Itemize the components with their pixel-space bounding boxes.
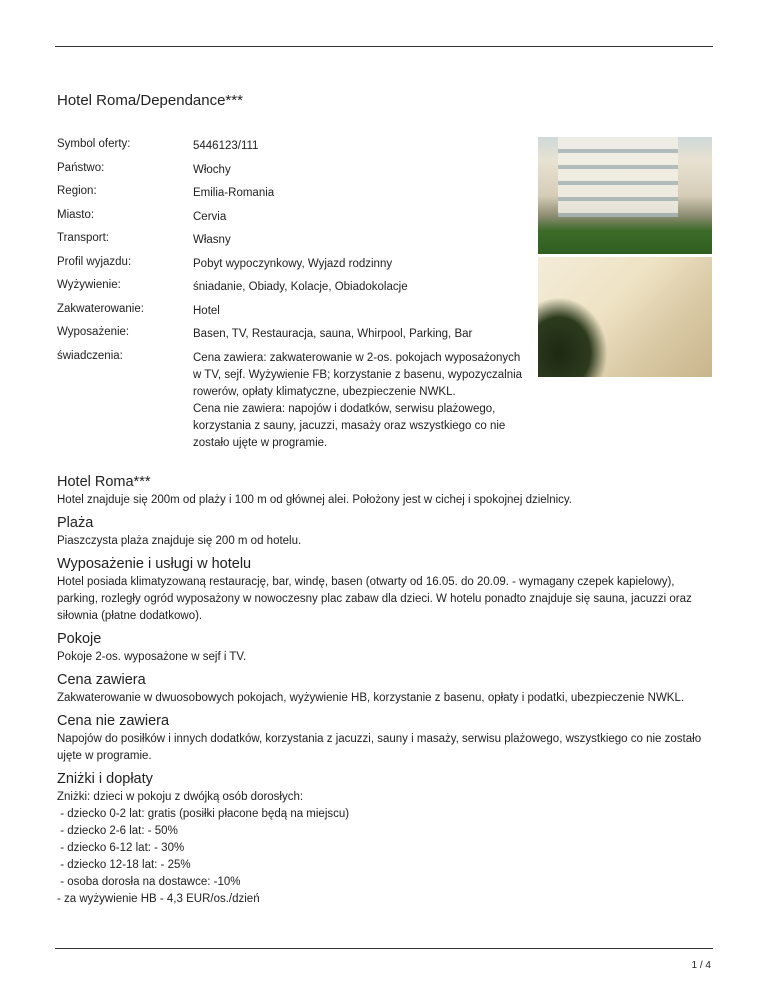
hotel-exterior-photo bbox=[538, 137, 712, 254]
info-row bbox=[57, 209, 527, 233]
section bbox=[57, 472, 717, 509]
info-label: Miasto: bbox=[57, 208, 95, 221]
section-text: Pokoje 2-os. wyposażone w sejf i TV. bbox=[57, 651, 247, 663]
info-label: Zakwaterowanie: bbox=[57, 302, 144, 315]
hotel-description bbox=[57, 472, 717, 908]
bottom-rule bbox=[55, 948, 713, 949]
page-number: 1 / 4 bbox=[691, 960, 711, 971]
section-text: Piaszczysta plaża znajduje się 200 m od hotelu. bbox=[57, 535, 302, 547]
section-line: - dziecko 6-12 lat: - 30% bbox=[57, 842, 185, 854]
info-value-text: Emilia-Romania bbox=[193, 187, 275, 199]
section-heading: Hotel Roma*** bbox=[57, 474, 151, 490]
info-value-text: Hotel bbox=[193, 304, 220, 317]
section bbox=[57, 769, 717, 908]
page-title: Hotel Roma/Dependance*** bbox=[57, 92, 243, 109]
info-label: Symbol oferty: bbox=[57, 138, 131, 150]
section bbox=[57, 513, 717, 550]
info-value-text: Basen, TV, Restauracja, sauna, Whirpool, Parking, Bar bbox=[193, 328, 473, 340]
section-heading: Wyposażenie i usługi w hotelu bbox=[57, 556, 252, 572]
section-text: Zakwaterowanie w dwuosobowych pokojach, wyżywienie HB, korzystanie z basenu, opłaty i podatki, ubezpieczenie NWKL. bbox=[57, 692, 685, 704]
section bbox=[57, 711, 717, 765]
info-value bbox=[193, 185, 274, 209]
info-value-text: Pobyt wypoczynkowy, Wyjazd rodzinny bbox=[193, 257, 393, 270]
section-line: - dziecko 12-18 lat: - 25% bbox=[57, 859, 191, 871]
info-value-text: Własny bbox=[193, 234, 231, 246]
info-value bbox=[193, 256, 392, 280]
info-value-text: 5446123/111 bbox=[193, 140, 259, 152]
offer-info-table bbox=[57, 138, 527, 452]
info-value bbox=[193, 326, 472, 350]
info-label: świadczenia: bbox=[57, 349, 123, 362]
info-label: Region: bbox=[57, 185, 97, 197]
section bbox=[57, 554, 717, 625]
section bbox=[57, 670, 717, 707]
info-row bbox=[57, 185, 527, 209]
info-value bbox=[193, 350, 527, 452]
section-text: Hotel znajduje się 200m od plaży i 100 m od głównej alei. Położony jest w cichej i spokojnej dzielnicy. bbox=[57, 494, 573, 506]
info-value-text: Włochy bbox=[193, 163, 231, 176]
info-value-text: Cena zawiera: zakwaterowanie w 2-os. pokojach wyposażonych w TV, sejf. Wyżywienie FB; korzystanie z basenu, wypozyczalnia rowerów, opłaty klimatyczne, ubezpieczenie NWKL. bbox=[193, 351, 523, 398]
section-text: Hotel posiada klimatyzowaną restaurację, bar, windę, basen (otwarty od 16.05. do 20.09. - wymagany czepek kapielowy), parking, rozległy ogród wyposażony w nowoczesny plac zabaw dla dzieci. W hotelu ponadto znajduje się sauna, jacuzzi oraz siłownia (płatne dodatkowo). bbox=[57, 576, 692, 622]
info-row bbox=[57, 303, 527, 327]
info-label: Profil wyjazdu: bbox=[57, 255, 132, 268]
section-heading: Zniżki i dopłaty bbox=[57, 771, 153, 787]
info-row bbox=[57, 279, 527, 303]
info-value-text-2: Cena nie zawiera: napojów i dodatków, serwisu plażowego, korzystania z sauny, jacuzzi, masaży oraz wszystkiego co nie zostało ujęte w programie. bbox=[193, 402, 506, 449]
info-label: Wyposażenie: bbox=[57, 326, 130, 338]
info-row bbox=[57, 162, 527, 186]
info-row bbox=[57, 232, 527, 256]
info-label: Państwo: bbox=[57, 161, 105, 174]
section-heading: Plaża bbox=[57, 515, 94, 531]
info-value bbox=[193, 232, 231, 256]
section-text: Napojów do posiłków i innych dodatków, korzystania z jacuzzi, sauny i masaży, serwisu plażowego, wszystkiego co nie zostało ujęte w programie. bbox=[57, 733, 702, 762]
section-heading: Cena zawiera bbox=[57, 672, 146, 688]
info-value-text: Cervia bbox=[193, 210, 227, 223]
top-rule bbox=[55, 46, 713, 47]
info-label: Wyżywienie: bbox=[57, 279, 121, 291]
info-value bbox=[193, 162, 231, 186]
info-label: Transport: bbox=[57, 232, 109, 244]
section-line: Zniżki: dzieci w pokoju z dwójką osób dorosłych: bbox=[57, 791, 304, 803]
info-value bbox=[193, 303, 220, 327]
info-row bbox=[57, 326, 527, 350]
info-value bbox=[193, 209, 226, 233]
section-line: - za wyżywienie HB - 4,3 EUR/os./dzień bbox=[57, 893, 260, 905]
section-line: - dziecko 2-6 lat: - 50% bbox=[57, 825, 178, 837]
section-heading: Cena nie zawiera bbox=[57, 713, 170, 729]
section-line: - dziecko 0-2 lat: gratis (posiłki płacone będą na miejscu) bbox=[57, 808, 350, 820]
section bbox=[57, 629, 717, 666]
hotel-lobby-photo bbox=[538, 257, 712, 377]
info-value bbox=[193, 279, 408, 303]
info-value-text: śniadanie, Obiady, Kolacje, Obiadokolacje bbox=[193, 281, 408, 293]
info-row bbox=[57, 138, 527, 162]
info-value bbox=[193, 138, 258, 162]
info-row bbox=[57, 350, 527, 452]
info-row bbox=[57, 256, 527, 280]
section-line: - osoba dorosła na dostawce: -10% bbox=[57, 876, 241, 888]
section-heading: Pokoje bbox=[57, 631, 102, 647]
